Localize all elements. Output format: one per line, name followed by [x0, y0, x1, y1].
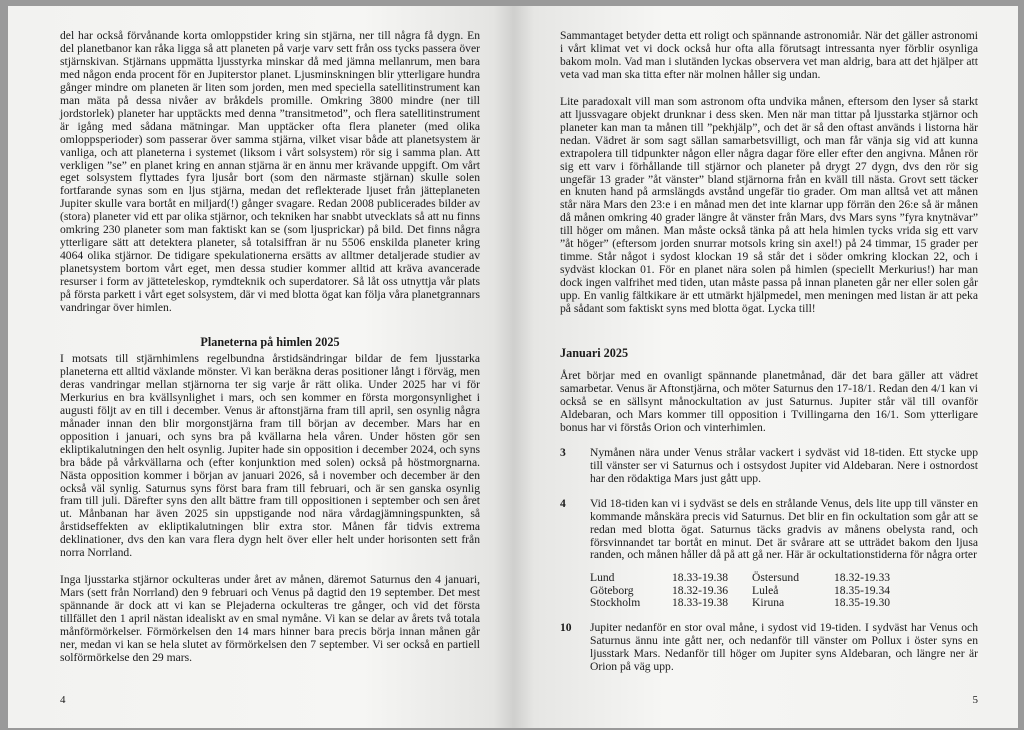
occultation-times-table	[590, 572, 914, 610]
page-number-right: 5	[972, 694, 978, 706]
left-paragraph-2: I motsats till stjärnhimlens regelbundna årstidsändringar bildar de fem ljusstarka planeterna ett alltid växlande mönster. Vi kan beräkna deras positioner långt i förväg, men deras vandringar mellan stjärnorna ter sig varje år rätt olika. Under 2025 har vi för Merkurius en bra kvällsynlighet i mars, och sen kommer en första morgonsynlighet i augusti följt av en till i december. Venus är aftonstjärna fram till april, sen osynlig några månader innan den blir morgonstjärna fram till början av december. Mars har en opposition i januari, och syns bra på kvällarna hela våren. Under hösten gör sen ekliptikalutningen den helt osynlig. Jupiter hade sin opposition i december 2024, och syns bra både på vårkvällarna och (efter konjunktion med solen) också på höstmorgnarna. Nästa opposition kommer i början av januari 2026, så i november och december är den också väl synlig. Saturnus syns först bara fram till februari, och är sen ganska osynlig fram till juli. Därefter syns den allt bättre fram till oppositionen i september och sen året ut. Månbanan har även 2025 sin uppstigande nod nära vårdagjämningspunkten, så årstidseffekten av ekliptikalutningen blir extra stor. Månen får tidvis extrema deklinationer, dvs den kan vara flera dygn helt över eller helt under horisonten sett från norra Norrland.	[60, 351, 480, 560]
left-paragraph-3: Inga ljusstarka stjärnor ockulteras under året av månen, däremot Saturnus den 4 januari, Mars (sett från Norrland) den 9 februari och Venus på dagtid den 19 september. Det mest spännande är dock att vi kan se Plejaderna ockulteras tre gånger, och vid det första tillfället den 1 april nästan idealiskt av en smal nymåne. Vi kan se delar av årets två totala månförmörkelser. Förmörkelsen den 14 mars hinner bara precis börja innan månen går ner, medan vi kan se hela slutet av förmörkelsen den 7 september. Vi ser också en partiell solförmörkelse den 29 mars.	[60, 573, 480, 664]
occultation-time: 18.32-19.36	[672, 583, 729, 597]
right-paragraph-2: Lite paradoxalt vill man som astronom ofta undvika månen, eftersom den lyser så starkt att ljussvagare objekt drunknar i dess sken. Men när man tittar på ljusstarka stjärnor och planeter kan man ta månen till ”pekhjälp”, och det är så den oftast används i listorna här nedan. Vädret är som sagt sällan samarbetsvilligt, och man får vänja sig vid att kunna extrapolera till tidpunkter någon eller några dagar före eller efter den angivna. Månen rör sig ett varv i förhållande till stjärnor och planeter på drygt 27 dygn, dvs den rör sig ungefär 13 grader ”åt vänster” bland stjärnorna från en kväll till nästa. Grovt sett täcker en knuten hand på armslängds avstånd ungefär tio grader. Om man alltså vet att månen står nära Mars den 23:e i en månad men det inte klarnar upp förrän den 26:e så är månen då månen omkring 40 grader längre åt vänster från Mars, dvs Mars syns ”fyra knytnävar” till höger om månen. Man måste också tänka på att hela himlen tycks vrida sig ett varv ”åt höger” (eftersom jorden snurrar motsols kring sin axel!) på 24 timmar, 15 grader per timme. Står något i sydost klockan 19 så står det i söder omkring klockan 22, och i sydväst klockan 01. För en planet nära solen på himlen (speciellt Merkurius!) har man dock ingen valfrihet med tiden, utan måste passa på innan planeten går ner eller solen går upp. En vanlig fältkikare är ett utmärkt hjälpmedel, men meningen med listan är att peka på sådant som faktiskt syns med blotta ögat. Lycka till!	[560, 94, 978, 316]
right-page	[514, 6, 1018, 728]
calendar-entry	[560, 622, 978, 674]
calendar-entry	[560, 498, 978, 563]
occultation-time: 18.33-19.38	[672, 571, 729, 585]
left-paragraph-1: del har också förvånande korta omloppstider kring sin stjärna, ner till några få dygn. En del planetbanor kan råka ligga så att planeten på varje varv sett från oss tycks passera över stjärnskivan. Stjärnans uppmätta ljusstyrka minskar då med jämna mellanrum, men bara med någon enda procent för en Jupiterstor planet. Ljusminskningen blir ytterligare hundra gånger mindre om planeten är liten som jorden, men med speciella satellitinstrument kan man mäta på dessa nivåer av bråkdels promille. Omkring 3800 mindre (ner till jordstorlek) planeter har upptäckts med denna ”transitmetod”, och flera satellitinstrument är igång med sådana mätningar. Man upptäcker ofta flera planeter (med olika omloppsperioder) som passerar över samma stjärna, vilket visar både att planetsystem är vanliga, och att planeterna i systemet (liksom i vårt solsystem) rör sig i samma plan. Att verkligen ”se” en planet kring en annan stjärna är en ännu mer krävande uppgift. Om vårt eget solsystem flyttades fyra ljusår bort (som den närmaste stjärnan) skulle solen fortfarande synas som en ljus stjärna, medan det reflekterade ljuset från jätteplaneten Jupiter skulle vara bortåt en miljard(!) gånger svagare. Redan 2008 publicerades bilder av (stora) planeter vid ett par olika stjärnor, och tekniken har snabbt utvecklats så att nu finns omkring 230 planeter som man faktiskt kan se (som ljusprickar) på bild. Det finns några ytterligare sätt att detektera planeter, så totalsiffran är nu 5506 enskilda planeter kring 4064 olika stjärnor. De tidigare spekulationerna ersätts av alltmer detaljerade studier av planetsystem bortom vårt eget, men dessa studier kommer alltid att kräva avancerade resurser i form av jätteteleskop, rymdteknik och superdatorer. Så låt oss utnyttja vår plats på första parkett i vårt eget solsystem, där vi med blotta ögat kan följa våra planetgrannars vandringar över himlen.	[60, 29, 480, 315]
calendar-entry	[560, 447, 978, 486]
entry-day: 4	[560, 496, 566, 510]
city-name: Kiruna	[752, 596, 785, 610]
entry-text: Nymånen nära under Venus strålar vackert i sydväst vid 18-tiden. Ett stycke upp till vänster ser vi Saturnus och i ostsydost Jupiter vid Aldebaran. Nere i ostnordost har den rödaktiga Mars just gått upp.	[590, 445, 978, 485]
city-name: Lund	[590, 571, 615, 585]
occultation-time: 18.35-19.30	[834, 596, 891, 610]
city-name: Östersund	[752, 571, 800, 585]
city-name: Luleå	[752, 583, 779, 597]
occultation-time: 18.35-19.34	[834, 583, 891, 597]
entry-text: Jupiter nedanför en stor oval måne, i sydost vid 19-tiden. I sydväst har Venus och Saturnus ännu inte gått ner, och nedanför till vänster om Pollux i öster syns en ljusstark Mars. Nedanför till höger om Jupiter syns Aldebaran, och längre ner är Orion på väg upp.	[590, 620, 978, 673]
entry-text: Vid 18-tiden kan vi i sydväst se dels en strålande Venus, dels lite upp till vänster en kommande månskära precis vid Saturnus. Det blir en fin ockultation som går att se redan med blotta ögat. Saturnus täcks gradvis av månens obelysta rand, och försvinnandet tar bortåt en minut. Det är svårare att se utträdet bakom den ljusa randen, och månen håller då på att gå ner. Här är ockultationstiderna för några orter	[590, 496, 978, 562]
month-heading: Januari 2025	[560, 346, 629, 361]
city-name: Stockholm	[590, 596, 641, 610]
section-heading: Planeterna på himlen 2025	[200, 334, 340, 349]
page-number-left: 4	[60, 694, 66, 706]
table-row	[590, 597, 914, 610]
entry-day: 10	[560, 620, 572, 634]
left-page	[8, 6, 514, 728]
entry-day: 3	[560, 445, 566, 459]
occultation-time: 18.33-19.38	[672, 596, 729, 610]
occultation-time: 18.32-19.33	[834, 571, 891, 585]
right-paragraph-1: Sammantaget betyder detta ett roligt och spännande astronomiår. När det gäller astronomi i vårt klimat vet vi dock också hur ofta alla förutsagt intressanta nyer förblir osynliga bakom moln. Vad man i slutänden lyckas observera vet man aldrig, bara att det hjälper att veta vad man ska titta efter när molnen håller sig undan.	[560, 29, 978, 81]
city-name: Göteborg	[590, 583, 634, 597]
month-intro: Året börjar med en ovanligt spännande planetmånad, där det bara gäller att vädret samarbetar. Venus är Aftonstjärna, och möter Saturnus den 17-18/1. Redan den 4/1 kan vi också se en sällsynt månockultation av just Saturnus. Jupiter står väl till ovanför Aldebaran, och Mars kommer till opposition i Tvillingarna den 16/1. Som ytterligare bonus har vi förstås Orion och vinterhimlen.	[560, 369, 978, 434]
